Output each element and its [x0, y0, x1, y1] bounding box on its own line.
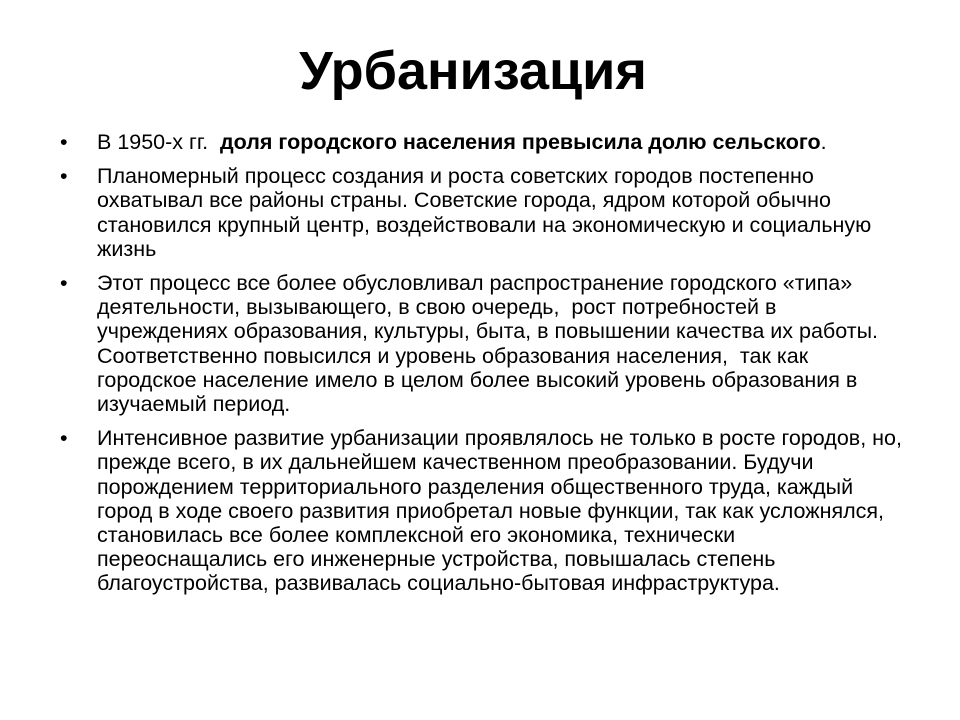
bullet-marker: •: [60, 164, 68, 189]
bullet-1-prefix: В 1950-х гг.: [97, 130, 221, 154]
bullet-3-text: Этот процесс все более обусловливал распространение городского «типа» деятельности, вызывающего, в свою очередь, рост потребностей в учреждениях образования, культуры, быта, в повышении качества их работы. Соответственно повысился и уровень образования населения, так как городское население имело в целом более высокий уровень образования в изучаемый период.: [97, 271, 884, 417]
bullet-2-text: Планомерный процесс создания и роста советских городов постепенно охватывал все районы страны. Советские города, ядром которой обычно становился крупный центр, воздействовали на экономическую и социальную жизнь: [97, 164, 872, 261]
bullet-item-2: [60, 164, 910, 261]
bullet-1-emphasis: доля городского населения превысила долю сельского: [220, 130, 821, 154]
slide-title: Урбанизация: [299, 41, 647, 101]
bullet-1-suffix: .: [820, 130, 827, 154]
bullet-item-3: [60, 271, 910, 416]
bullet-list: [60, 130, 910, 606]
bullet-4-text: Интенсивное развитие урбанизации проявлялось не только в росте городов, но, прежде всего, в их дальнейшем качественном преобразовании. Будучи порождением территориального разделения общественного труда, каждый город в ходе своего развития приобретал новые функции, так как усложнялся, становилась все более комплексной его экономика, технически переоснащались его инженерные устройства, повышалась степень благоустройства, развивалась социально-бытовая инфраструктура.: [97, 426, 902, 596]
bullet-item-4: [60, 426, 910, 595]
bullet-marker: •: [60, 271, 68, 296]
bullet-marker: •: [60, 426, 68, 451]
bullet-item-1: [60, 130, 910, 154]
bullet-marker: •: [60, 130, 68, 154]
